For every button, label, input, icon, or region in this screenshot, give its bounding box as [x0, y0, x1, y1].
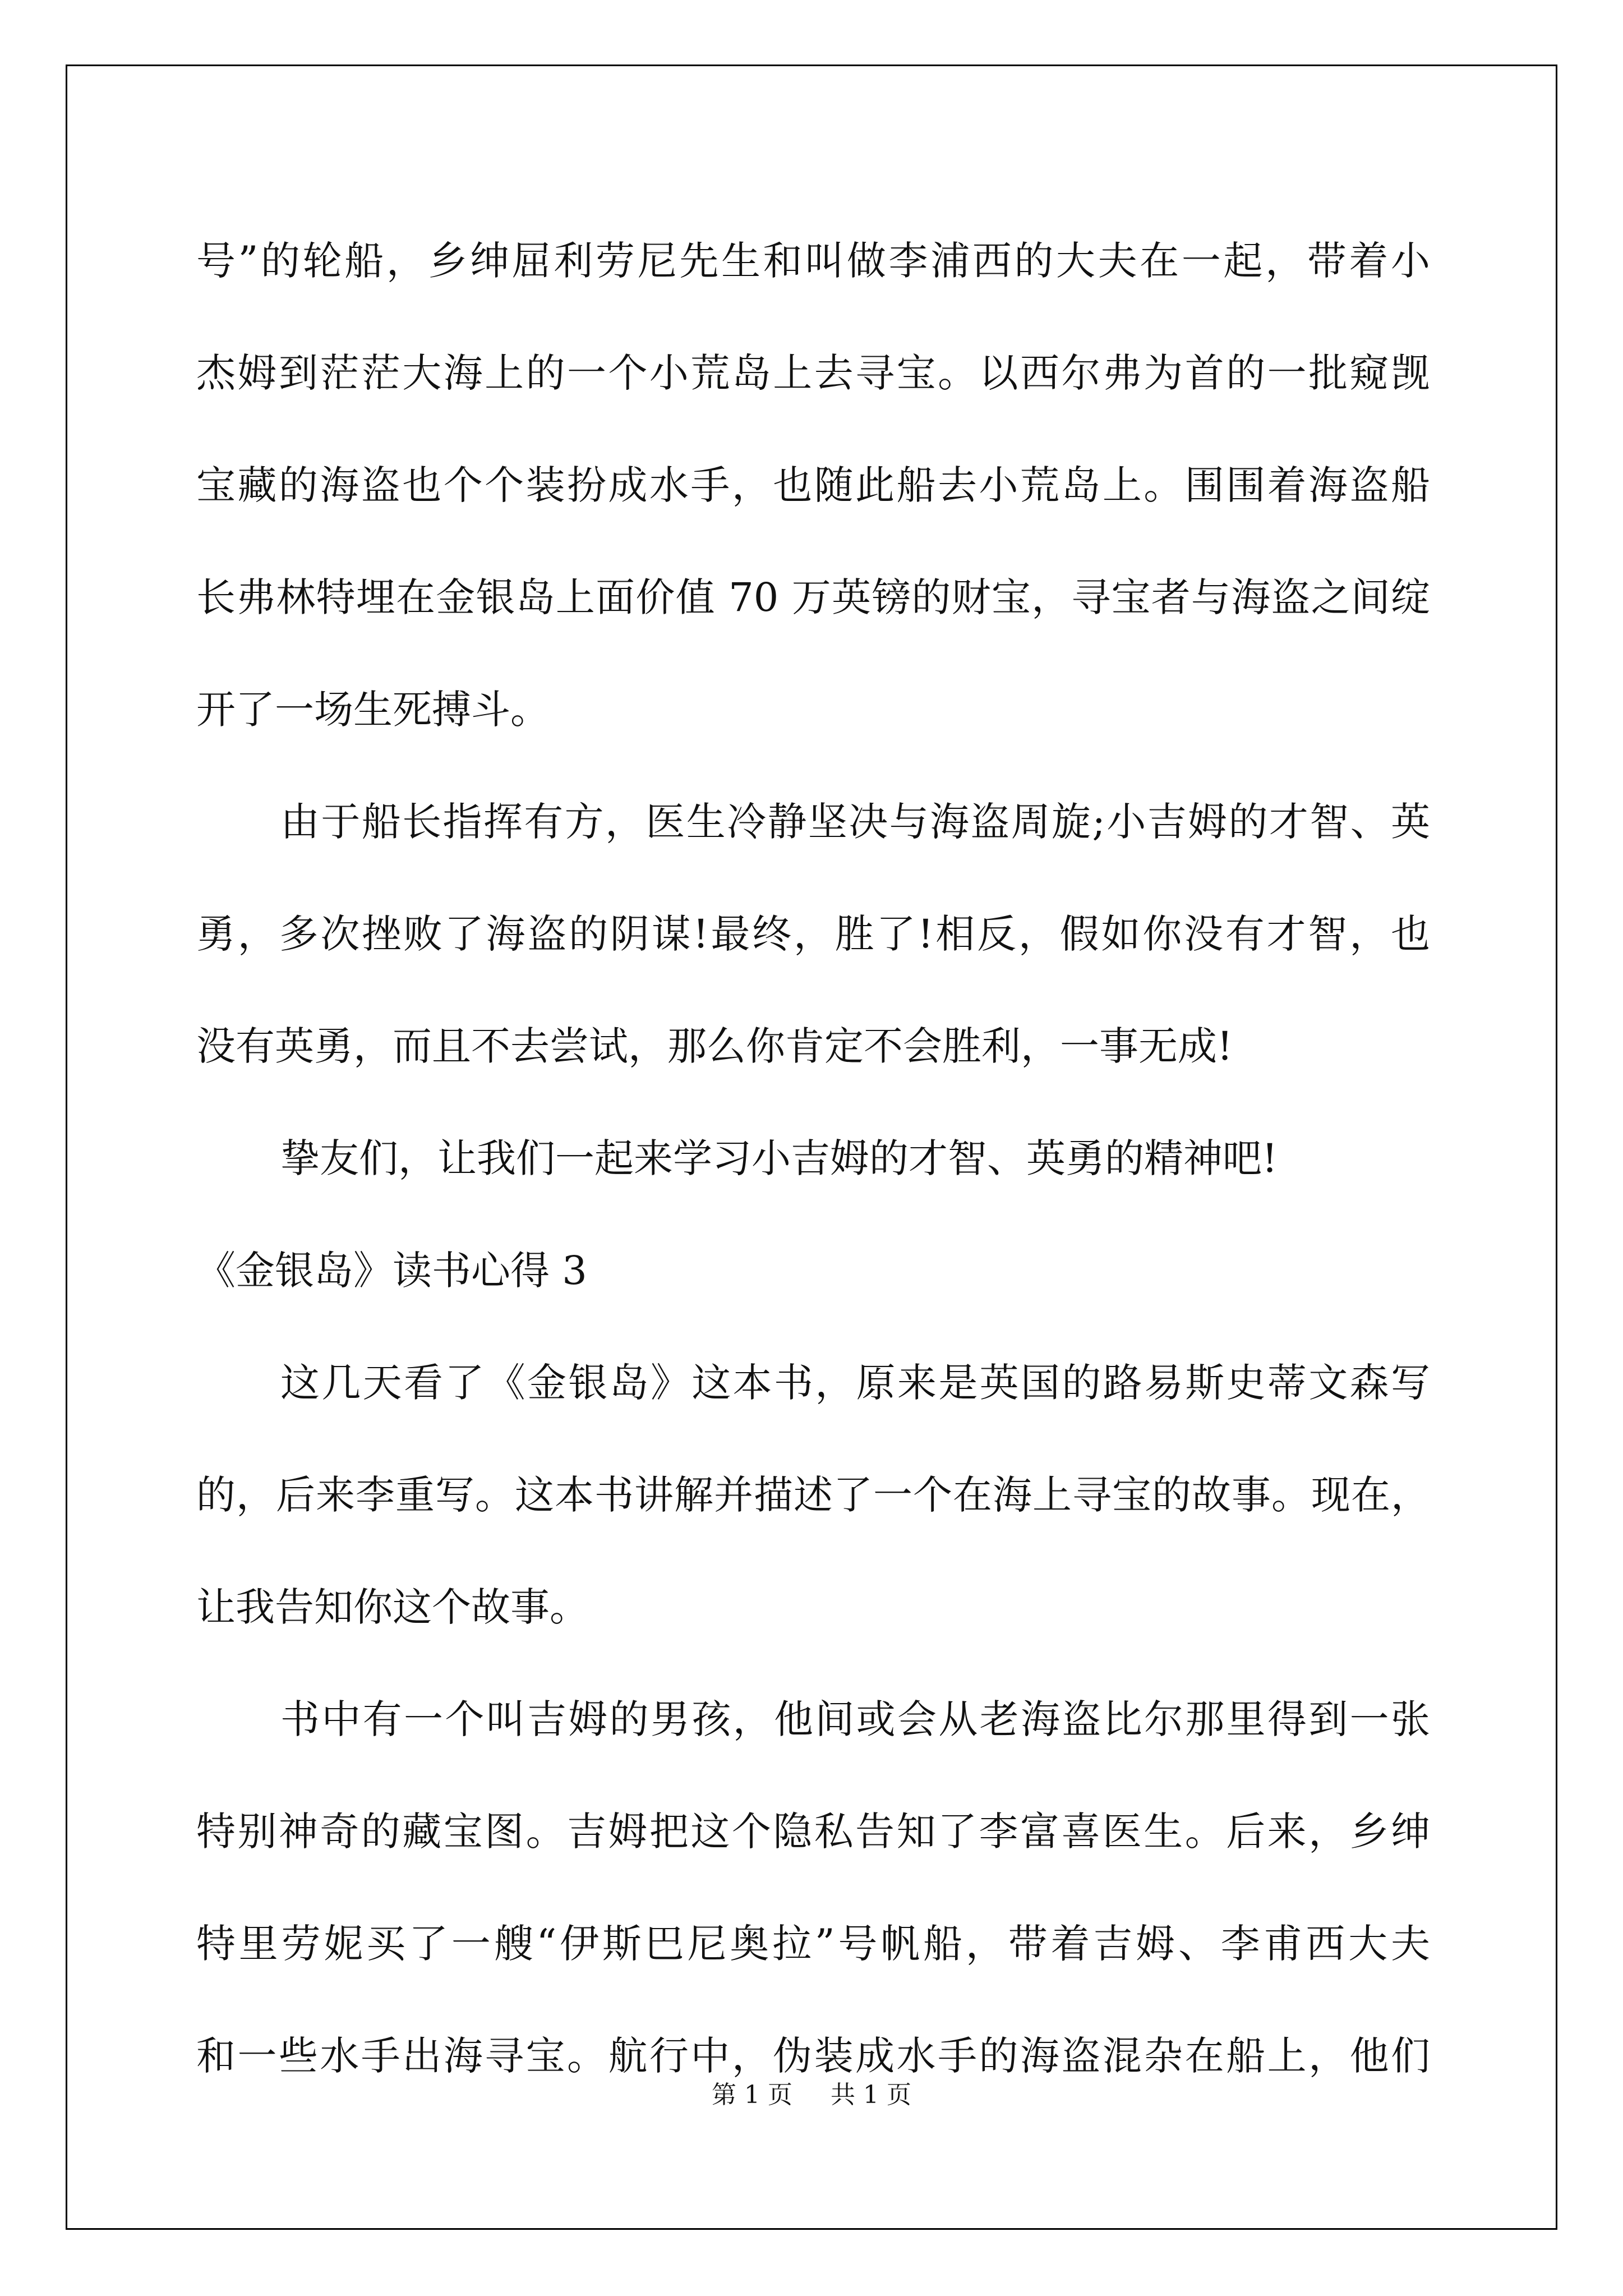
text-line: 宝藏的海盗也个个装扮成水手，也随此船去小荒岛上。围围着海盗船	[196, 462, 1430, 508]
text-line: 由于船长指挥有方，医生冷静坚决与海盗周旋;小吉姆的才智、英	[280, 799, 1430, 845]
text-line: 让我告知你这个故事。	[196, 1584, 589, 1630]
section-heading: 《金银岛》读书心得 3	[196, 1248, 587, 1294]
text-line: 杰姆到茫茫大海上的一个小荒岛上去寻宝。以西尔弗为首的一批窥觊	[196, 350, 1430, 396]
text-line: 挚友们，让我们一起来学习小吉姆的才智、英勇的精神吧!	[280, 1135, 1278, 1181]
text-line: 勇，多次挫败了海盗的阴谋!最终，胜了!相反，假如你没有才智，也	[196, 911, 1430, 957]
text-line: 长弗林特埋在金银岛上面价值 70 万英镑的财宝，寻宝者与海盗之间绽	[196, 574, 1430, 620]
document-body	[196, 205, 1430, 2112]
text-line: 号”的轮船，乡绅屈利劳尼先生和叫做李浦西的大夫在一起，带着小	[196, 238, 1430, 284]
text-line: 特别神奇的藏宝图。吉姆把这个隐私告知了李富喜医生。后来，乡绅	[196, 1809, 1430, 1855]
text-line: 这几天看了《金银岛》这本书，原来是英国的路易斯史蒂文森写	[280, 1360, 1430, 1406]
text-line: 的，后来李重写。这本书讲解并描述了一个在海上寻宝的故事。现在，	[196, 1472, 1430, 1518]
text-line: 特里劳妮买了一艘“伊斯巴尼奥拉”号帆船，带着吉姆、李甫西大夫	[196, 1921, 1430, 1967]
text-line: 书中有一个叫吉姆的男孩，他间或会从老海盗比尔那里得到一张	[280, 1696, 1430, 1742]
text-line: 和一些水手出海寻宝。航行中，伪装成水手的海盗混杂在船上，他们	[196, 2033, 1430, 2079]
page-footer	[0, 2078, 1623, 2112]
text-line: 开了一场生死搏斗。	[196, 687, 550, 733]
page-number: 第 1 页	[712, 2081, 792, 2109]
page-total: 共 1 页	[831, 2081, 911, 2109]
text-line: 没有英勇，而且不去尝试，那么你肯定不会胜利，一事无成!	[196, 1023, 1233, 1069]
